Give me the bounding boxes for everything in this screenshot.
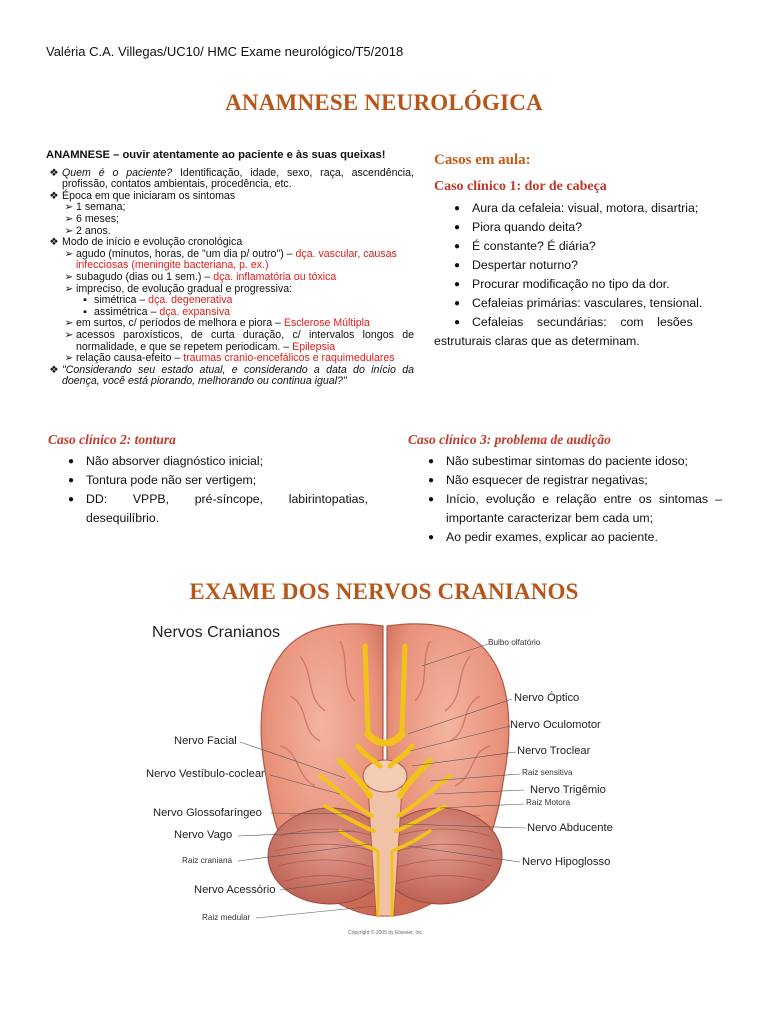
arrow-bullet-icon: ➢ [64,212,74,225]
label-acessorio: Nervo Acessório [194,884,276,896]
bullet-icon: ● [454,260,461,271]
arrow-bullet-icon: ➢ [64,352,74,365]
bullet-icon: ● [428,475,435,486]
relacao-red: traumas cranio-encefálicos e raquimedulares [183,352,395,365]
caso2-block [48,432,372,528]
label-troclear: Nervo Troclear [517,745,591,757]
anamnese-subitem [46,214,414,226]
bullet-icon: ● [454,241,461,252]
list-item: ● Piora quando deita? [454,218,722,237]
anamnese-block [46,150,414,388]
epoca-item: 2 anos. [76,224,111,237]
label-facial: Nervo Facial [174,735,237,747]
caso1-last-continuation: estruturais claras que as determinam. [434,334,640,348]
assimetrica-red: dça. expansiva [159,305,231,318]
label-trigemio: Nervo Trigêmio [530,784,606,796]
bullet-icon: ● [454,298,461,309]
square-bullet-icon: ▪ [83,305,87,318]
anamnese-heading: ANAMNESE – ouvir atentamente ao paciente e às suas queixas! [46,149,386,161]
anamnese-q1-rest: Identificação, idade, sexo, raça, ascendência, profissão, contatos ambientais, procedência, etc. [62,166,414,191]
label-bulbo: Bulbo olfatório [488,638,541,647]
arrow-bullet-icon: ➢ [64,224,74,237]
exame-title: EXAME DOS NERVOS CRANIANOS [189,579,579,604]
list-item: ● Procurar modificação no tipo da dor. [454,275,722,294]
diamond-bullet-icon: ❖ [49,189,59,202]
anamnese-subitem [46,353,414,365]
list-item: ● DD: VPPB, pré-síncope, labirintopatias, desequilíbrio. [68,490,368,528]
bullet-icon: ● [454,222,461,233]
label-hipoglosso: Nervo Hipoglosso [522,856,611,868]
document-header: Valéria C.A. Villegas/UC10/ HMC Exame neurológico/T5/2018 [46,44,404,59]
list-item: ● Início, evolução e relação entre os sintomas – importante caracterizar bem cada um; [428,490,722,528]
arrow-bullet-icon: ➢ [64,247,74,260]
list-item: ● Tontura pode não ser vertigem; [68,471,368,490]
arrow-bullet-icon: ➢ [64,270,74,283]
impreciso-text: impreciso, de evolução gradual e progressiva: [76,282,293,295]
assimetrica-text: assimétrica – [94,305,160,318]
anamnese-subitem [46,249,414,272]
square-bullet-icon: ▪ [83,294,87,307]
bullet-icon: ● [454,317,461,328]
arrow-bullet-icon: ➢ [64,328,74,341]
subagudo-text: subagudo (dias ou 1 sem.) – [76,270,214,283]
bullet-icon: ● [68,494,75,505]
diamond-bullet-icon: ❖ [49,363,59,376]
bullet-icon: ● [454,279,461,290]
caso1-block [434,152,722,351]
arrow-bullet-icon: ➢ [64,201,74,214]
anamnese-subitem [46,272,414,284]
figure-copyright: Copyright © 2005 by Elsevier, Inc. [348,930,424,936]
label-raiz-medular: Raiz medular [202,913,251,922]
subagudo-red: dça. inflamatória ou tóxica [213,270,337,283]
caso1-title: Caso clínico 1: dor de cabeça [434,179,607,194]
label-glosso: Nervo Glossofaríngeo [153,807,262,819]
list-item: ● Não absorver diagnóstico inicial; [68,452,368,471]
label-raiz-sensitiva: Raiz sensitiva [522,768,573,777]
list-item: ● Aura da cefaleia: visual, motora, disartria; [454,199,722,218]
anamnese-item-considerando [46,365,414,388]
anamnese-modo: Modo de início e evolução cronológica [62,236,243,249]
cranial-nerves-figure [140,616,630,938]
caso3-block [408,432,722,547]
anamnese-item-quem [46,168,414,191]
relacao-text: relação causa-efeito – [76,352,184,365]
list-item: ● Ao pedir exames, explicar ao paciente. [428,528,722,547]
caso2-list [48,452,372,528]
label-vago: Nervo Vago [174,829,233,841]
list-item: ● Cefaleias primárias: vasculares, tensional. [454,294,722,313]
label-raiz-craniana: Raiz craniana [182,856,233,865]
label-optico: Nervo Óptico [514,692,580,704]
list-item: ● Despertar noturno? [454,256,722,275]
bullet-icon: ● [428,456,435,467]
diamond-bullet-icon: ❖ [49,236,59,249]
acessos-red: Epilepsia [292,340,336,353]
surtos-text: em surtos, c/ períodos de melhora e piora – [76,317,284,330]
arrow-bullet-icon: ➢ [64,282,74,295]
arrow-bullet-icon: ➢ [64,317,74,330]
caso2-title: Caso clínico 2: tontura [48,432,176,447]
label-abducente: Nervo Abducente [527,822,613,834]
considerando-text: "Considerando seu estado atual, e considerando a data do início da doença, você está piorando, melhorando ou continua igual?" [62,363,414,388]
figure-title: Nervos Cranianos [152,624,281,641]
bullet-icon: ● [454,203,461,214]
bullet-icon: ● [428,494,435,505]
anamnese-subitem [46,330,414,353]
bullet-icon: ● [68,456,75,467]
bullet-icon: ● [68,475,75,486]
epoca-item: 6 meses; [76,212,119,225]
agudo-text: agudo (minutos, horas, de "um dia p/ outro") – [76,247,296,260]
simetrica-text: simétrica – [94,294,149,307]
anamnese-epoca: Época em que iniciaram os sintomas [62,189,236,202]
list-item: ● Cefaleias secundárias: com lesões [454,313,722,332]
bullet-icon: ● [428,532,435,543]
label-oculomotor: Nervo Oculomotor [510,719,601,731]
acessos-text: acessos paroxísticos, de curta duração, c/ intervalos longos de normalidade, e que se repetem periodicam. – [76,328,414,353]
caso3-title: Caso clínico 3: problema de audição [408,432,611,447]
list-item: ● É constante? É diária? [454,237,722,256]
agudo-red: dça. vascular, causas infecciosas (meningite bacteriana, p. ex.) [76,247,397,272]
caso3-list [408,452,722,547]
label-vestibulo: Nervo Vestíbulo-coclear [146,768,265,780]
list-item: ● Não esquecer de registrar negativas; [428,471,722,490]
anamnese-q1-italic: Quem é o paciente? [62,166,173,179]
diamond-bullet-icon: ❖ [49,166,59,179]
caso1-list [434,199,722,332]
anamnese-title: ANAMNESE NEUROLÓGICA [225,90,543,115]
simetrica-red: dça. degenerativa [148,294,233,307]
casos-em-aula-heading: Casos em aula: [434,152,531,168]
list-item: ● Não subestimar sintomas do paciente idoso; [428,452,722,471]
label-raiz-motora: Raiz Motora [526,798,571,807]
epoca-item: 1 semana; [76,201,126,214]
surtos-red: Esclerose Múltipla [283,317,370,330]
